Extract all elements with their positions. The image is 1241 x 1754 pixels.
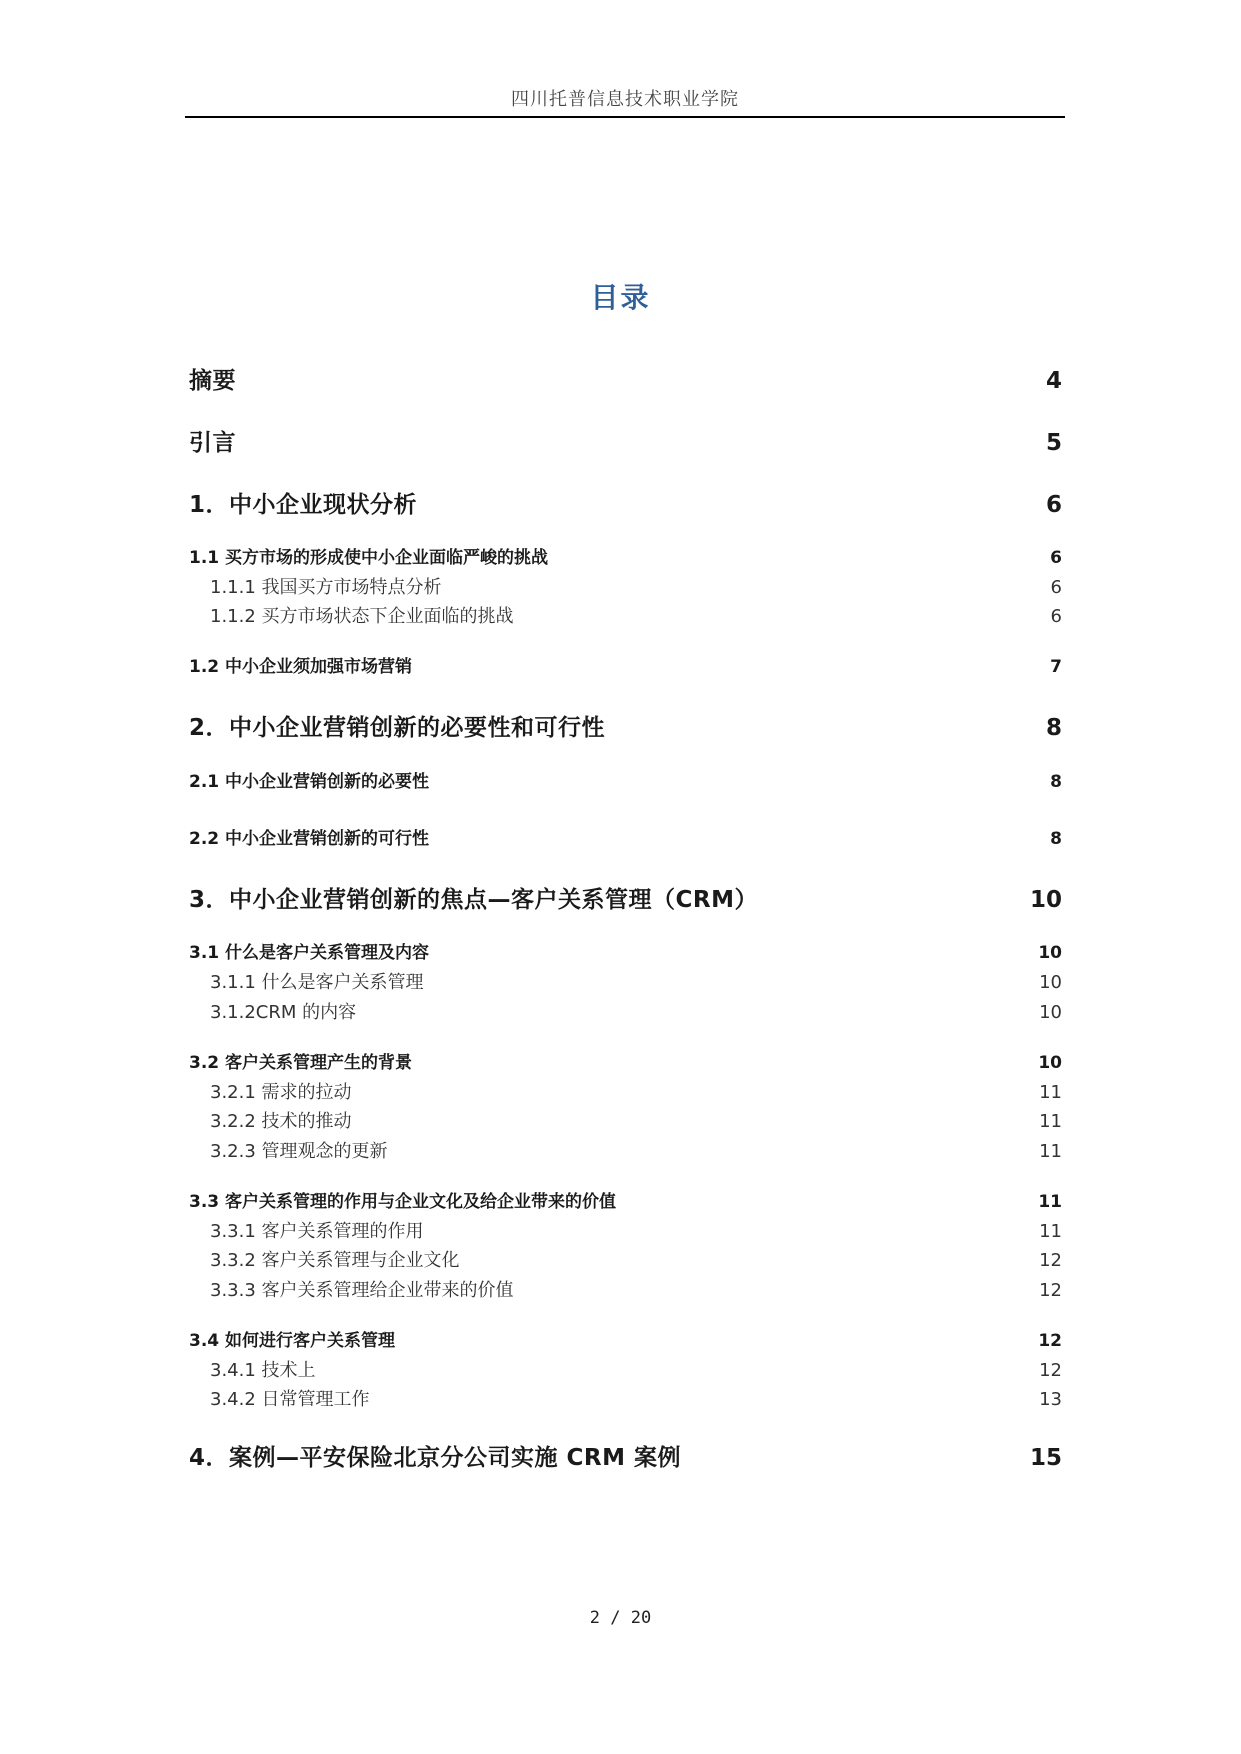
- toc-entry-label: 4．案例—平安保险北京分公司实施 CRM 案例: [189, 1445, 681, 1471]
- toc-title: 目录: [590, 281, 651, 314]
- toc-entry-section-3-2[interactable]: [189, 1050, 1062, 1076]
- toc-entry-page: 12: [1038, 1331, 1062, 1351]
- toc-entry-page: 13: [1039, 1389, 1062, 1410]
- toc-entry-subsection-3-2-2[interactable]: [189, 1109, 1062, 1135]
- toc-entry-subsection-3-3-3[interactable]: [189, 1278, 1062, 1304]
- toc-entry-label: 引言: [189, 430, 236, 456]
- toc-entry-section-2-2[interactable]: [189, 826, 1062, 852]
- toc-entry-page: 8: [1045, 715, 1062, 741]
- toc-entry-label: 3.3 客户关系管理的作用与企业文化及给企业带来的价值: [189, 1192, 617, 1212]
- toc-entry-label: 2.2 中小企业营销创新的可行性: [189, 829, 430, 849]
- toc-entry-section-2-1[interactable]: [189, 769, 1062, 795]
- toc-entry-page: 15: [1029, 1445, 1062, 1471]
- toc-entry-label: 3.4.2 日常管理工作: [210, 1389, 370, 1410]
- toc-entry-section-3-4[interactable]: [189, 1328, 1062, 1354]
- toc-entry-page: 6: [1050, 548, 1062, 568]
- toc-entry-chapter-4[interactable]: [189, 1441, 1062, 1475]
- toc-entry-section-1-1[interactable]: [189, 545, 1062, 571]
- toc-entry-page: 12: [1039, 1250, 1062, 1271]
- toc-entry-label: 3.1.1 什么是客户关系管理: [210, 972, 424, 993]
- toc-entry-label: 3.2.1 需求的拉动: [210, 1082, 352, 1103]
- toc-entry-label: 1.1 买方市场的形成使中小企业面临严峻的挑战: [189, 548, 549, 568]
- toc-entry-page: 6: [1050, 577, 1062, 598]
- toc-entry-label: 1.2 中小企业须加强市场营销: [189, 657, 413, 677]
- toc-entry-label: 3.1.2CRM 的内容: [210, 1002, 357, 1023]
- toc-entry-abstract[interactable]: [189, 364, 1062, 398]
- toc-entry-label: 1.1.1 我国买方市场特点分析: [210, 577, 442, 598]
- toc-entry-section-1-2[interactable]: [189, 654, 1062, 680]
- toc-entry-page: 11: [1039, 1082, 1062, 1103]
- toc-entry-label: 3.3.1 客户关系管理的作用: [210, 1221, 424, 1242]
- toc-entry-subsection-3-1-2[interactable]: [189, 1000, 1062, 1026]
- toc-entry-label: 1.1.2 买方市场状态下企业面临的挑战: [210, 606, 514, 627]
- toc-entry-subsection-1-1-1[interactable]: [189, 575, 1062, 601]
- toc-entry-chapter-3[interactable]: [189, 883, 1062, 917]
- toc-entry-label: 2．中小企业营销创新的必要性和可行性: [189, 715, 606, 741]
- page-number-indicator: 2 / 20: [589, 1608, 652, 1628]
- toc-entry-page: 11: [1039, 1141, 1062, 1162]
- page-header: 四川托普信息技术职业学院: [185, 86, 1065, 118]
- toc-entry-page: 12: [1039, 1280, 1062, 1301]
- toc-entry-page: 4: [1045, 368, 1062, 394]
- toc-entry-subsection-3-4-2[interactable]: [189, 1387, 1062, 1413]
- toc-entry-page: 10: [1039, 972, 1062, 993]
- toc-entry-page: 5: [1045, 430, 1062, 456]
- toc-entry-label: 3.2 客户关系管理产生的背景: [189, 1053, 413, 1073]
- toc-entry-chapter-2[interactable]: [189, 711, 1062, 745]
- toc-entry-subsection-3-3-2[interactable]: [189, 1248, 1062, 1274]
- toc-entry-page: 10: [1038, 943, 1062, 963]
- toc-entry-page: 10: [1029, 887, 1062, 913]
- toc-entry-label: 1．中小企业现状分析: [189, 492, 418, 518]
- toc-entry-label: 3.3.3 客户关系管理给企业带来的价值: [210, 1280, 514, 1301]
- toc-entry-section-3-3[interactable]: [189, 1189, 1062, 1215]
- toc-entry-label: 3.2.3 管理观念的更新: [210, 1141, 388, 1162]
- toc-entry-label: 3.2.2 技术的推动: [210, 1111, 352, 1132]
- toc-entry-subsection-3-2-3[interactable]: [189, 1139, 1062, 1165]
- toc-entry-introduction[interactable]: [189, 426, 1062, 460]
- toc-entry-subsection-3-1-1[interactable]: [189, 970, 1062, 996]
- toc-entry-page: 11: [1038, 1192, 1062, 1212]
- toc-entry-subsection-3-2-1[interactable]: [189, 1080, 1062, 1106]
- toc-entry-label: 3.3.2 客户关系管理与企业文化: [210, 1250, 460, 1271]
- toc-entry-label: 3.1 什么是客户关系管理及内容: [189, 943, 430, 963]
- toc-entry-page: 8: [1050, 829, 1062, 849]
- toc-entry-subsection-3-3-1[interactable]: [189, 1219, 1062, 1245]
- toc-entry-section-3-1[interactable]: [189, 940, 1062, 966]
- toc-entry-label: 2.1 中小企业营销创新的必要性: [189, 772, 430, 792]
- toc-entry-chapter-1[interactable]: [189, 488, 1062, 522]
- toc-entry-page: 12: [1039, 1360, 1062, 1381]
- toc-entry-page: 6: [1050, 606, 1062, 627]
- toc-entry-label: 3.4 如何进行客户关系管理: [189, 1331, 396, 1351]
- toc-entry-page: 8: [1050, 772, 1062, 792]
- toc-entry-page: 10: [1039, 1002, 1062, 1023]
- toc-entry-page: 10: [1038, 1053, 1062, 1073]
- toc-entry-page: 6: [1045, 492, 1062, 518]
- toc-entry-page: 11: [1039, 1111, 1062, 1132]
- toc-entry-label: 3.4.1 技术上: [210, 1360, 316, 1381]
- toc-entry-label: 摘要: [189, 368, 236, 394]
- toc-entry-page: 11: [1039, 1221, 1062, 1242]
- toc-entry-subsection-3-4-1[interactable]: [189, 1358, 1062, 1384]
- toc-entry-subsection-1-1-2[interactable]: [189, 604, 1062, 630]
- toc-entry-page: 7: [1050, 657, 1062, 677]
- toc-entry-label: 3．中小企业营销创新的焦点—客户关系管理（CRM）: [189, 887, 758, 913]
